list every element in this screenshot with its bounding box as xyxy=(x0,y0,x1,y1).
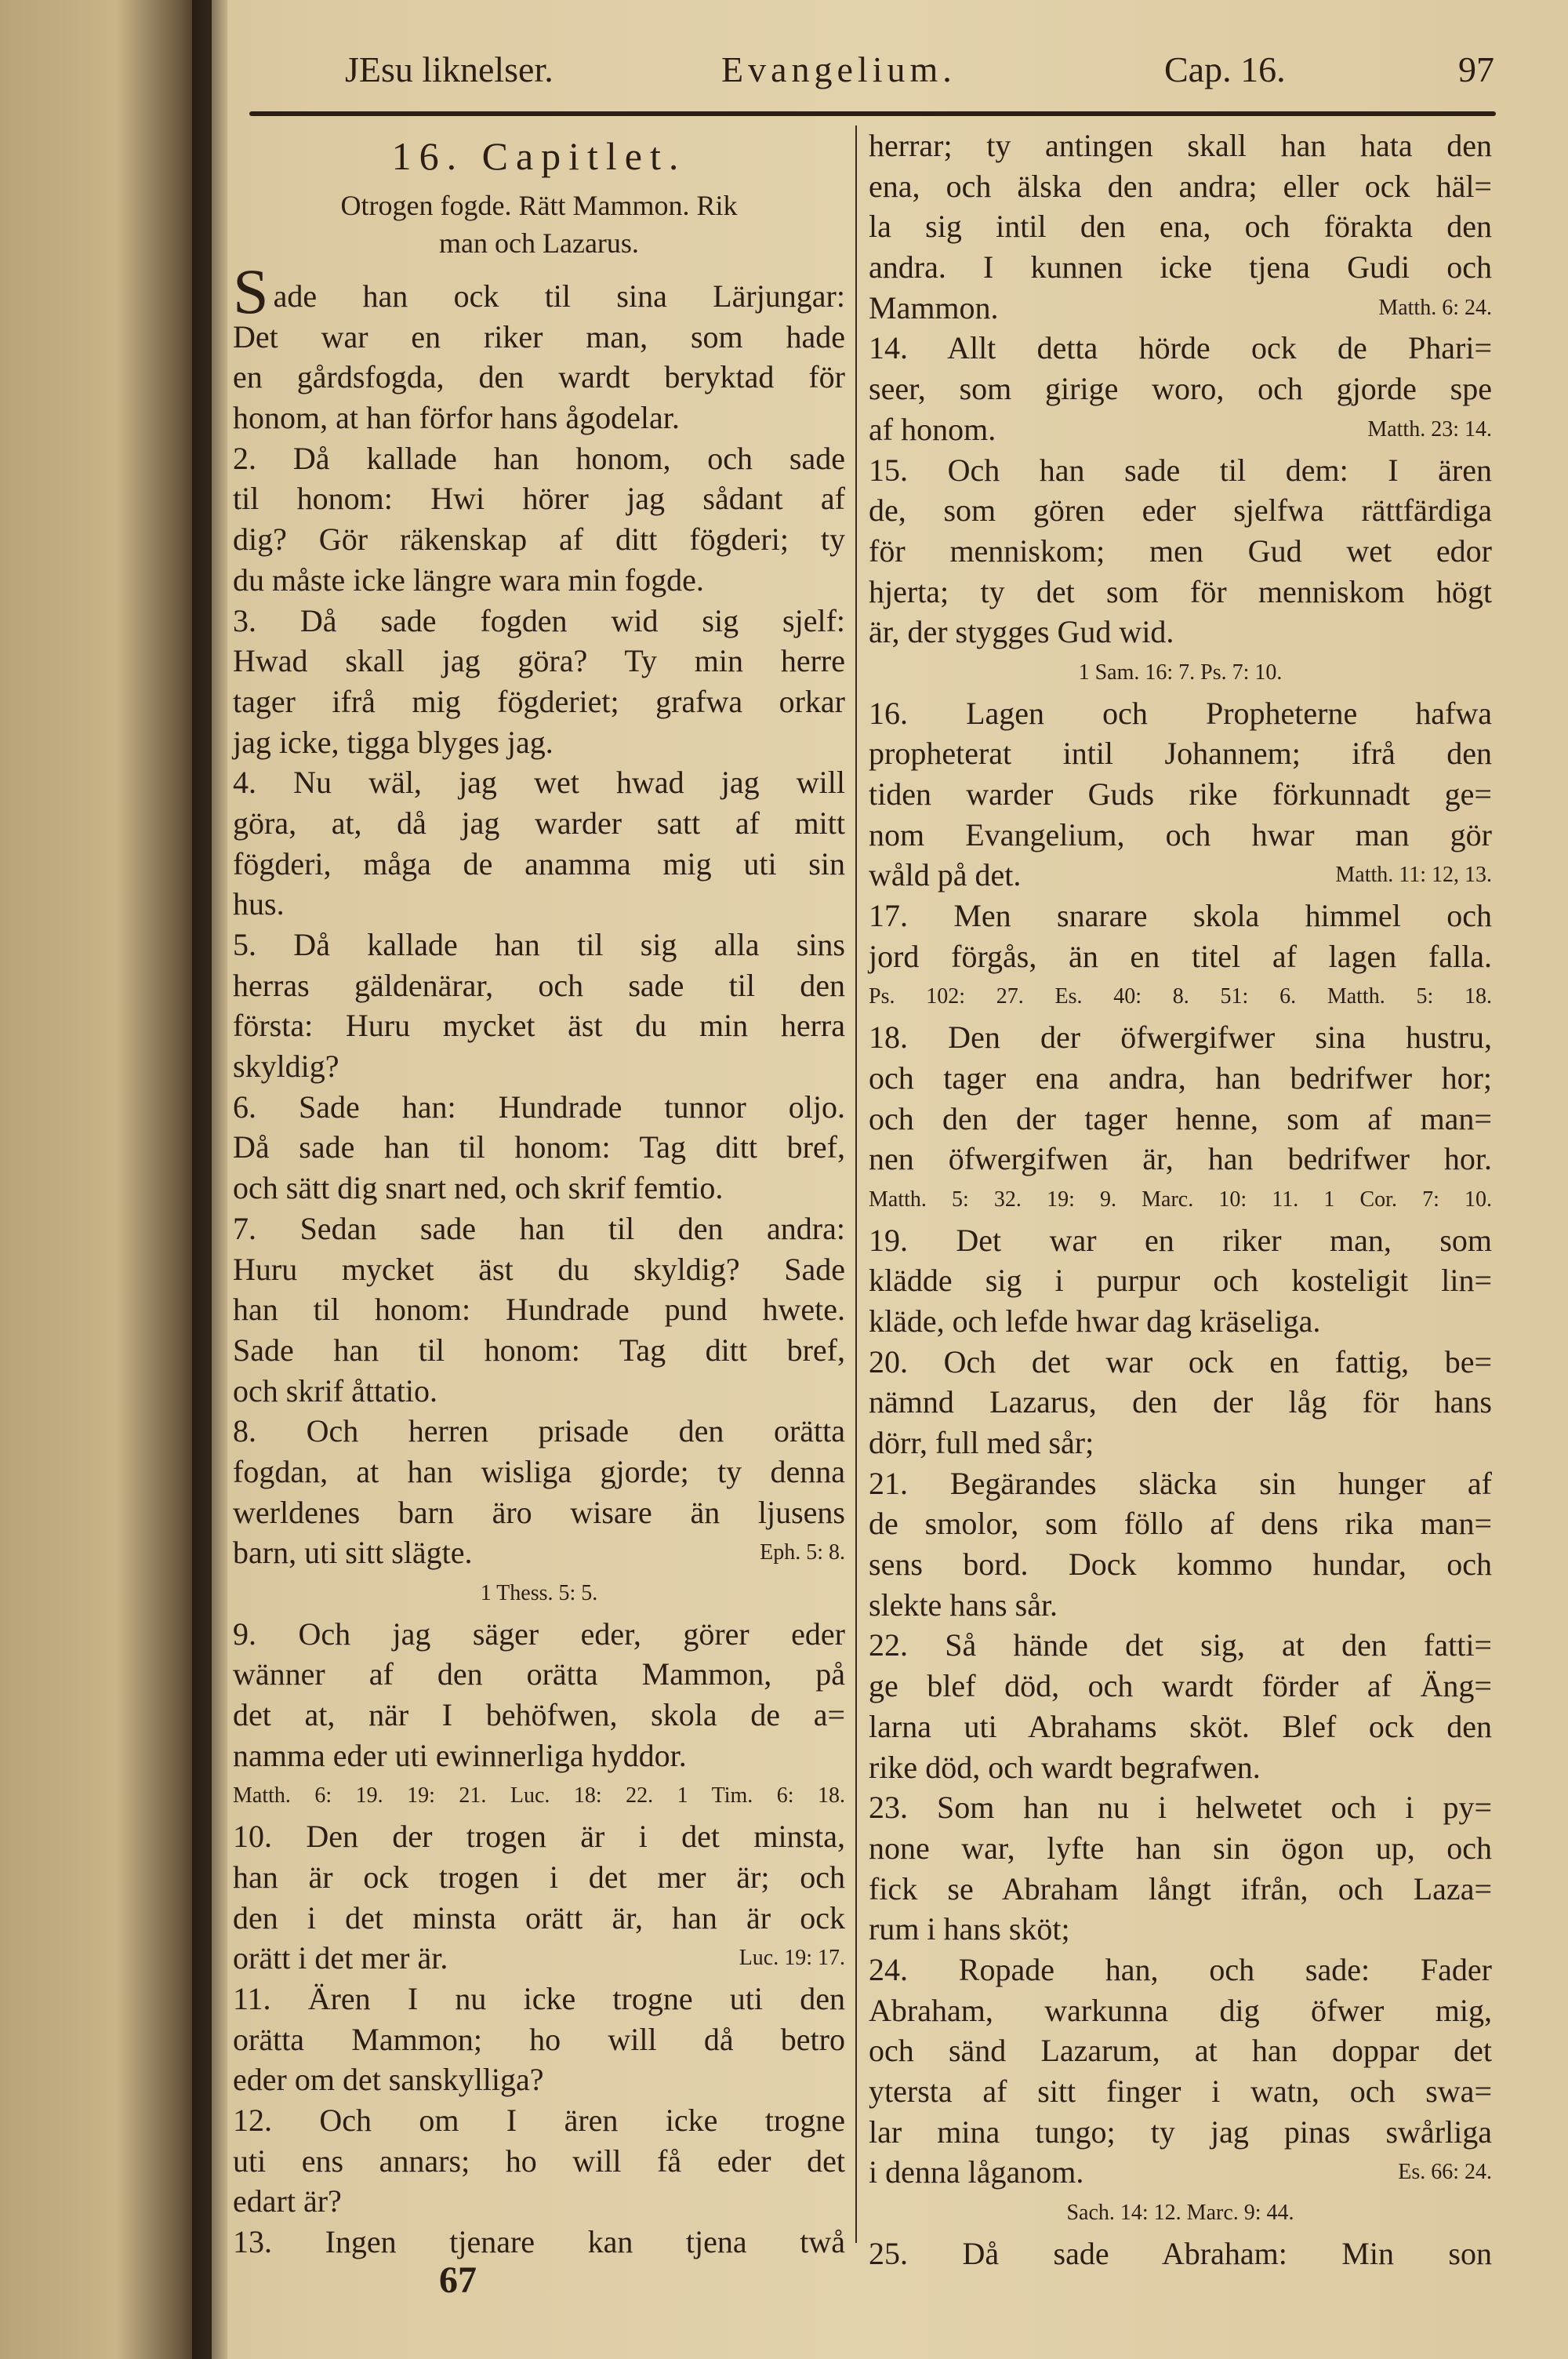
text-line xyxy=(233,2100,845,2141)
text-line xyxy=(869,1950,1492,1990)
text-line xyxy=(233,1330,845,1371)
text-line xyxy=(869,1423,1492,1463)
cross-reference: Eph. 5: 8. xyxy=(760,1540,845,1565)
text-line xyxy=(869,1139,1492,1180)
line-text: 20. Och det war ock en fattig, be= xyxy=(869,1343,1492,1379)
text-line xyxy=(869,612,1492,652)
line-text: han til honom: Hundrade pund hwete. xyxy=(233,1292,845,1328)
text-line xyxy=(233,519,845,560)
line-text: och sänd Lazarum, at han doppar det xyxy=(869,2033,1492,2069)
line-text: lar mina tungo; ty jag pinas swårliga xyxy=(869,2114,1492,2150)
running-head-center: Evangelium. xyxy=(721,49,956,89)
line-text: eder om det sanskylliga? xyxy=(233,2062,544,2098)
reference-line xyxy=(233,1776,845,1816)
cross-reference: Luc. 19: 17. xyxy=(739,1946,845,1971)
text-line xyxy=(233,2181,845,2222)
line-text: kläde, och lefde hwar dag kräseliga. xyxy=(869,1303,1321,1339)
line-text: Ps. 102: 27. Es. 40: 8. 51: 6. Matth. 5: 18. xyxy=(869,984,1492,1009)
text-line xyxy=(869,288,1492,329)
line-text: 2. Då kallade han honom, och sade xyxy=(233,440,845,476)
text-line xyxy=(233,478,845,519)
line-text: none war, lyfte han sin ögon up, och xyxy=(869,1830,1492,1866)
line-text: af honom. xyxy=(869,411,996,447)
text-line xyxy=(869,2152,1492,2193)
line-text: werldenes barn äro wisare än ljusens xyxy=(233,1494,845,1530)
column-divider xyxy=(855,125,857,2243)
text-line xyxy=(233,803,845,844)
text-line xyxy=(869,1666,1492,1707)
line-text: la sig intil den ena, och förakta den xyxy=(869,209,1492,245)
line-text: Abraham, warkunna dig öfwer mig, xyxy=(869,1992,1492,2028)
line-text: slekte hans sår. xyxy=(869,1587,1058,1623)
line-text: klädde sig i purpur och kosteligit lin= xyxy=(869,1263,1492,1299)
line-text: nämnd Lazarus, den der låg för hans xyxy=(869,1384,1492,1420)
line-text: Sade han til honom: Tag ditt bref, xyxy=(233,1332,845,1368)
text-line xyxy=(869,1707,1492,1747)
text-line xyxy=(233,762,845,803)
line-text: 6. Sade han: Hundrade tunnor oljo. xyxy=(233,1089,845,1125)
line-text: ena, och älska den andra; eller ock häl= xyxy=(869,168,1492,204)
book-gutter xyxy=(192,0,227,2359)
text-line xyxy=(233,1087,845,1128)
line-text: edart är? xyxy=(233,2183,342,2219)
line-text: 18. Den der öfwergifwer sina hustru, xyxy=(869,1020,1492,1056)
line-text: 14. Allt detta hörde ock de Phari= xyxy=(869,330,1492,366)
text-line xyxy=(233,438,845,479)
line-text: honom, at han förfor hans ågodelar. xyxy=(233,400,680,436)
line-text: orätta Mammon; ho will då betro xyxy=(233,2021,845,2057)
line-text: til honom: Hwi hörer jag sådant af xyxy=(233,481,845,517)
text-line xyxy=(233,1736,845,1776)
text-line xyxy=(869,1787,1492,1828)
cross-reference: Matth. 23: 14. xyxy=(1367,416,1492,442)
text-line xyxy=(869,1503,1492,1544)
line-text: och tager ena andra, han bedrifwer hor; xyxy=(869,1060,1492,1096)
text-line xyxy=(233,317,845,358)
text-line xyxy=(233,1168,845,1209)
text-line xyxy=(869,166,1492,207)
line-text: sens bord. Dock kommo hundar, och xyxy=(869,1547,1492,1583)
line-text: Matth. 5: 32. 19: 9. Marc. 10: 11. 1 Cor. 7: 10. xyxy=(869,1187,1492,1212)
line-text: göra, at, då jag warder satt af mitt xyxy=(233,805,845,841)
text-line xyxy=(869,1990,1492,2031)
text-line xyxy=(233,965,845,1006)
right-column xyxy=(869,125,1492,2274)
text-line xyxy=(869,855,1492,896)
line-text: och skrif åttatio. xyxy=(233,1372,438,1408)
text-line xyxy=(869,369,1492,409)
text-line xyxy=(869,733,1492,774)
text-line xyxy=(233,357,845,398)
text-line xyxy=(869,2071,1492,2112)
line-text: de smolor, som föllo af dens rika man= xyxy=(869,1506,1492,1542)
reference-line xyxy=(869,1180,1492,1220)
line-text: 23. Som han nu i helwetet och i py= xyxy=(869,1790,1492,1826)
line-text: wåld på det. xyxy=(869,857,1022,893)
text-line xyxy=(869,1382,1492,1423)
line-text: 22. Så hände det sig, at den fatti= xyxy=(869,1627,1492,1663)
line-text: 24. Ropade han, och sade: Fader xyxy=(869,1951,1492,1987)
text-line xyxy=(233,1289,845,1330)
line-text: uti ens annars; ho will få eder det xyxy=(233,2143,845,2179)
line-text: tiden warder Guds rike förkunnadt ge= xyxy=(869,776,1492,812)
text-line xyxy=(233,1857,845,1898)
text-line xyxy=(233,2059,845,2100)
line-text: 10. Den der trogen är i det minsta, xyxy=(233,1819,845,1855)
text-line xyxy=(869,1625,1492,1666)
line-text: 4. Nu wäl, jag wet hwad jag will xyxy=(233,765,845,801)
text-line xyxy=(233,1898,845,1939)
line-text: herras gäldenärar, och sade til den xyxy=(233,967,845,1003)
line-text: 8. Och herren prisade den orätta xyxy=(233,1413,845,1449)
adjacent-page-edge xyxy=(0,0,212,2359)
line-text: 9. Och jag säger eder, görer eder xyxy=(233,1616,845,1652)
text-line xyxy=(869,247,1492,288)
line-text: i denna låganom. xyxy=(869,2154,1084,2190)
cross-reference: Matth. 11: 12, 13. xyxy=(1335,863,1492,888)
line-text: en gårdsfogda, den wardt beryktad för xyxy=(233,359,845,395)
line-text: 17. Men snarare skola himmel och xyxy=(869,898,1492,934)
text-line xyxy=(233,1816,845,1857)
text-line xyxy=(233,1452,845,1492)
line-text: jord förgås, än en titel af lagen falla. xyxy=(869,938,1492,974)
line-text: ade han ock til sina Lärjungar: xyxy=(273,278,845,314)
text-line xyxy=(233,1249,845,1290)
text-line xyxy=(869,572,1492,612)
line-text: 21. Begärandes släcka sin hunger af xyxy=(869,1465,1492,1501)
text-line xyxy=(869,2234,1492,2274)
line-text: 13. Ingen tjenare kan tjena twå xyxy=(233,2224,845,2259)
cross-reference: Es. 66: 24. xyxy=(1398,2160,1492,2185)
text-line xyxy=(233,844,845,885)
signature-mark: 67 xyxy=(439,2259,477,2301)
text-line xyxy=(869,490,1492,531)
line-text: 12. Och om I ären icke trogne xyxy=(233,2102,845,2138)
text-line xyxy=(233,2222,845,2263)
line-text: 19. Det war en riker man, som xyxy=(869,1222,1492,1258)
text-line xyxy=(869,1585,1492,1626)
line-text: nom Evangelium, och hwar man gör xyxy=(869,816,1492,852)
text-line xyxy=(233,1532,845,1573)
text-line xyxy=(233,1938,845,1979)
text-line xyxy=(869,693,1492,734)
line-text: rum i hans sköt; xyxy=(869,1911,1070,1947)
line-text: skyldig? xyxy=(233,1049,339,1085)
line-text: de, som gören eder sjelfwa rättfärdiga xyxy=(869,493,1492,529)
text-line xyxy=(233,601,845,642)
text-line xyxy=(869,1260,1492,1301)
text-line xyxy=(869,1220,1492,1261)
line-text: hjerta; ty det som för menniskom högt xyxy=(869,573,1492,609)
line-text: fick se Abraham långt ifrån, och Laza= xyxy=(869,1870,1492,1906)
text-line xyxy=(233,722,845,763)
text-line xyxy=(233,925,845,965)
line-text: andra. I kunnen icke tjena Gudi och xyxy=(869,249,1492,285)
text-line xyxy=(233,1209,845,1249)
text-line xyxy=(869,206,1492,247)
text-line xyxy=(869,1828,1492,1869)
line-text: 16. Lagen och Propheterne hafwa xyxy=(869,695,1492,731)
text-line xyxy=(233,1492,845,1533)
text-line xyxy=(233,398,845,438)
text-line xyxy=(233,641,845,682)
chapter-summary xyxy=(233,187,845,262)
line-text: 1 Thess. 5: 5. xyxy=(480,1581,598,1605)
line-text: orätt i det mer är. xyxy=(233,1940,448,1976)
line-text: 1 Sam. 16: 7. Ps. 7: 10. xyxy=(1078,660,1283,685)
line-text: det at, när I behöfwen, skola de a= xyxy=(233,1697,845,1733)
summary-line: Otrogen fogde. Rätt Mammon. Rik xyxy=(340,190,738,221)
text-line xyxy=(233,1127,845,1168)
line-text: Mammon. xyxy=(869,289,999,325)
text-line xyxy=(869,936,1492,977)
line-text: fogdan, at han wisliga gjorde; ty denna xyxy=(233,1453,845,1489)
line-text: rike död, och wardt begrafwen. xyxy=(869,1749,1261,1785)
line-text: herrar; ty antingen skall han hata den xyxy=(869,128,1492,163)
text-line xyxy=(869,125,1492,166)
text-line xyxy=(869,1747,1492,1788)
line-text: 11. Ären I nu icke trogne uti den xyxy=(233,1980,845,2016)
text-line xyxy=(869,815,1492,856)
line-text: nen öfwergifwen är, han bedrifwer hor. xyxy=(869,1141,1492,1177)
line-text: Matth. 6: 19. 19: 21. Luc. 18: 22. 1 Tim. 6: 18. xyxy=(233,1783,845,1808)
text-line xyxy=(233,1979,845,2019)
line-text: ytersta af sitt finger i watn, och swa= xyxy=(869,2074,1492,2109)
text-line xyxy=(869,774,1492,815)
text-line xyxy=(233,2019,845,2060)
line-text: barn, uti sitt slägte. xyxy=(233,1535,473,1571)
chapter-title: 16. Capitlet. xyxy=(391,134,687,178)
line-text: tager ifrå mig fögderiet; grafwa orkar xyxy=(233,683,845,719)
line-text: för menniskom; men Gud wet edor xyxy=(869,533,1492,569)
left-column xyxy=(233,256,845,2263)
reference-line xyxy=(869,976,1492,1017)
text-line xyxy=(233,682,845,722)
text-line xyxy=(869,450,1492,491)
text-line xyxy=(869,2030,1492,2071)
line-text: wänner af den orätta Mammon, på xyxy=(233,1656,845,1692)
text-line xyxy=(233,1411,845,1452)
reference-line xyxy=(869,652,1492,693)
text-line xyxy=(869,1463,1492,1504)
reference-line xyxy=(869,2193,1492,2234)
text-line xyxy=(869,896,1492,936)
text-line xyxy=(869,1017,1492,1058)
chapter-label: Cap. 16. xyxy=(1164,49,1286,89)
summary-line: man och Lazarus. xyxy=(439,227,639,259)
line-text: seer, som girige woro, och gjorde spe xyxy=(869,371,1492,407)
text-line xyxy=(869,1869,1492,1910)
text-line xyxy=(233,1005,845,1046)
line-text: dörr, full med sår; xyxy=(869,1425,1094,1460)
line-text: och den der tager henne, som af man= xyxy=(869,1100,1492,1136)
line-text: 25. Då sade Abraham: Min son xyxy=(869,2235,1492,2271)
text-line xyxy=(869,1099,1492,1140)
line-text: och sätt dig snart ned, och skrif femtio. xyxy=(233,1170,724,1206)
text-line xyxy=(233,560,845,601)
text-line xyxy=(233,1695,845,1736)
line-text: 3. Då sade fogden wid sig sjelf: xyxy=(233,602,845,638)
line-text: den i det minsta orätt är, han är ock xyxy=(233,1899,845,1936)
text-line xyxy=(233,1046,845,1087)
text-line xyxy=(233,2141,845,2182)
text-line xyxy=(869,1058,1492,1099)
running-head-left: JEsu liknelser. xyxy=(345,49,554,89)
line-text: fögderi, måga de anamma mig uti sin xyxy=(233,845,845,881)
line-text: Det war en riker man, som hade xyxy=(233,318,845,354)
line-text: Då sade han til honom: Tag ditt bref, xyxy=(233,1129,845,1165)
line-text: 15. Och han sade til dem: I ären xyxy=(869,452,1492,488)
line-text: Huru mycket äst du skyldig? Sade xyxy=(233,1251,845,1287)
text-line xyxy=(233,256,845,327)
line-text: han är ock trogen i det mer är; och xyxy=(233,1859,845,1895)
line-text: ge blef död, och wardt förder af Äng= xyxy=(869,1668,1492,1704)
page-number: 97 xyxy=(1458,49,1494,89)
header-rule xyxy=(249,111,1496,116)
drop-cap: S xyxy=(233,256,269,327)
text-line xyxy=(869,328,1492,369)
text-line xyxy=(233,1614,845,1655)
text-line xyxy=(869,1342,1492,1383)
text-line xyxy=(869,409,1492,450)
line-text: första: Huru mycket äst du min herra xyxy=(233,1008,845,1044)
line-text: larna uti Abrahams sköt. Blef ock den xyxy=(869,1708,1492,1744)
cross-reference: Matth. 6: 24. xyxy=(1378,295,1492,320)
line-text: 5. Då kallade han til sig alla sins xyxy=(233,927,845,962)
line-text: 7. Sedan sade han til den andra: xyxy=(233,1210,845,1246)
line-text: propheterat intil Johannem; ifrå den xyxy=(869,736,1492,772)
line-text: jag icke, tigga blyges jag. xyxy=(233,724,554,760)
text-line xyxy=(233,1371,845,1412)
line-text: namma eder uti ewinnerliga hyddor. xyxy=(233,1737,687,1773)
text-line xyxy=(869,1544,1492,1585)
text-line xyxy=(233,1654,845,1695)
text-line xyxy=(869,2112,1492,2153)
line-text: Sach. 14: 12. Marc. 9: 44. xyxy=(1066,2201,1294,2226)
text-line xyxy=(869,1301,1492,1342)
text-line xyxy=(869,531,1492,572)
line-text: dig? Gör räkenskap af ditt fögderi; ty xyxy=(233,522,845,558)
line-text: Hwad skall jag göra? Ty min herre xyxy=(233,643,845,679)
line-text: du måste icke längre wara min fogde. xyxy=(233,562,704,598)
text-line xyxy=(233,884,845,925)
text-line xyxy=(869,1909,1492,1950)
line-text: är, der stygges Gud wid. xyxy=(869,614,1174,650)
reference-line xyxy=(233,1573,845,1614)
line-text: hus. xyxy=(233,886,285,922)
